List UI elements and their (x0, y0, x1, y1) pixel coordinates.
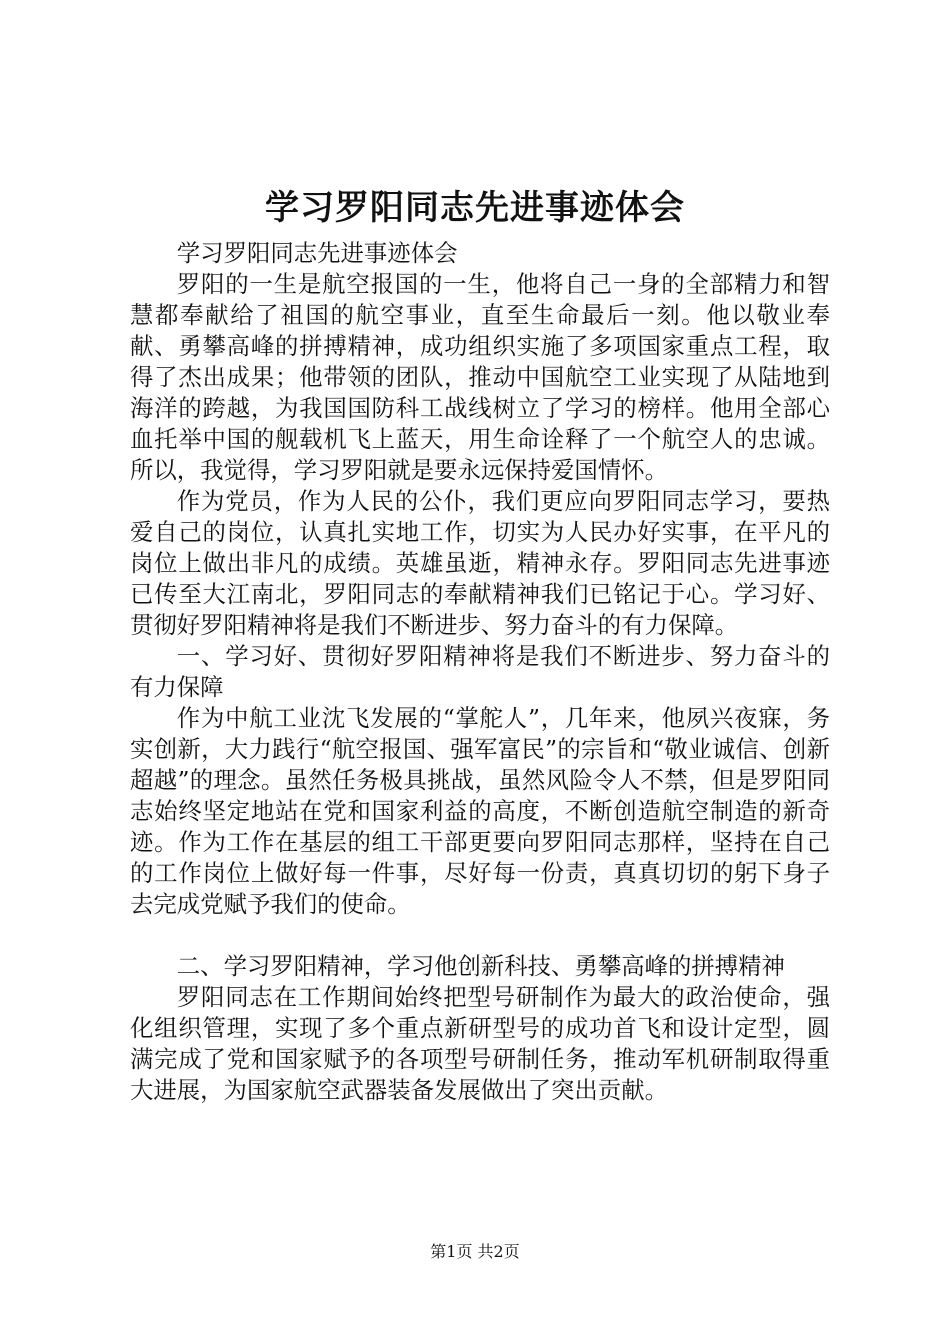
paragraph-3: 作为中航工业沈飞发展的“掌舵人”，几年来，他夙兴夜寐，务实创新，大力践行“航空报国、强军富民”的宗旨和“敬业诚信、创新超越”的理念。虽然任务极具挑战，虽然风险令人不禁，但是罗阳同志始终坚定地站在党和国家利益的高度，不断创造航空制造的新奇迹。作为工作在基层的组工干部更要向罗阳同志那样，坚持在自己的工作岗位上做好每一件事，尽好每一份责，真真切切的躬下身子去完成党赋予我们的使命。 (130, 704, 830, 918)
paragraph-2: 作为党员，作为人民的公仆，我们更应向罗阳同志学习，要热爱自己的岗位，认真扎实地工作，切实为人民办好实事，在平凡的岗位上做出非凡的成绩。英雄虽逝，精神永存。罗阳同志先进事迹已传至大江南北，罗阳同志的奉献精神我们已铭记于心。学习好、贯彻好罗阳精神将是我们不断进步、努力奋斗的有力保障。 (130, 487, 830, 639)
document-body (130, 238, 830, 1106)
section-heading-1: 一、学习好、贯彻好罗阳精神将是我们不断进步、努力奋斗的有力保障 (130, 642, 830, 701)
paragraph-subtitle: 学习罗阳同志先进事迹体会 (176, 239, 458, 267)
page-number-footer: 第1页 共2页 (430, 1242, 520, 1261)
paragraph-4: 罗阳同志在工作期间始终把型号研制作为最大的政治使命，强化组织管理，实现了多个重点新研型号的成功首飞和设计定型，圆满完成了党和国家赋予的各项型号研制任务，推动军机研制取得重大进展，为国家航空武器装备发展做出了突出贡献。 (130, 983, 830, 1104)
section-heading-2: 二、学习罗阳精神，学习他创新科技、勇攀高峰的拼搏精神 (176, 952, 785, 980)
document-title: 学习罗阳同志先进事迹体会 (265, 188, 685, 228)
paragraph-1: 罗阳的一生是航空报国的一生，他将自己一身的全部精力和智慧都奉献给了祖国的航空事业，直至生命最后一刻。他以敬业奉献、勇攀高峰的拼搏精神，成功组织实施了多项国家重点工程，取得了杰出成果；他带领的团队，推动中国航空工业实现了从陆地到海洋的跨越，为我国国防科工战线树立了学习的榜样。他用全部心血托举中国的舰载机飞上蓝天，用生命诠释了一个航空人的忠诚。所以，我觉得，学习罗阳就是要永远保持爱国情怀。 (130, 270, 830, 484)
